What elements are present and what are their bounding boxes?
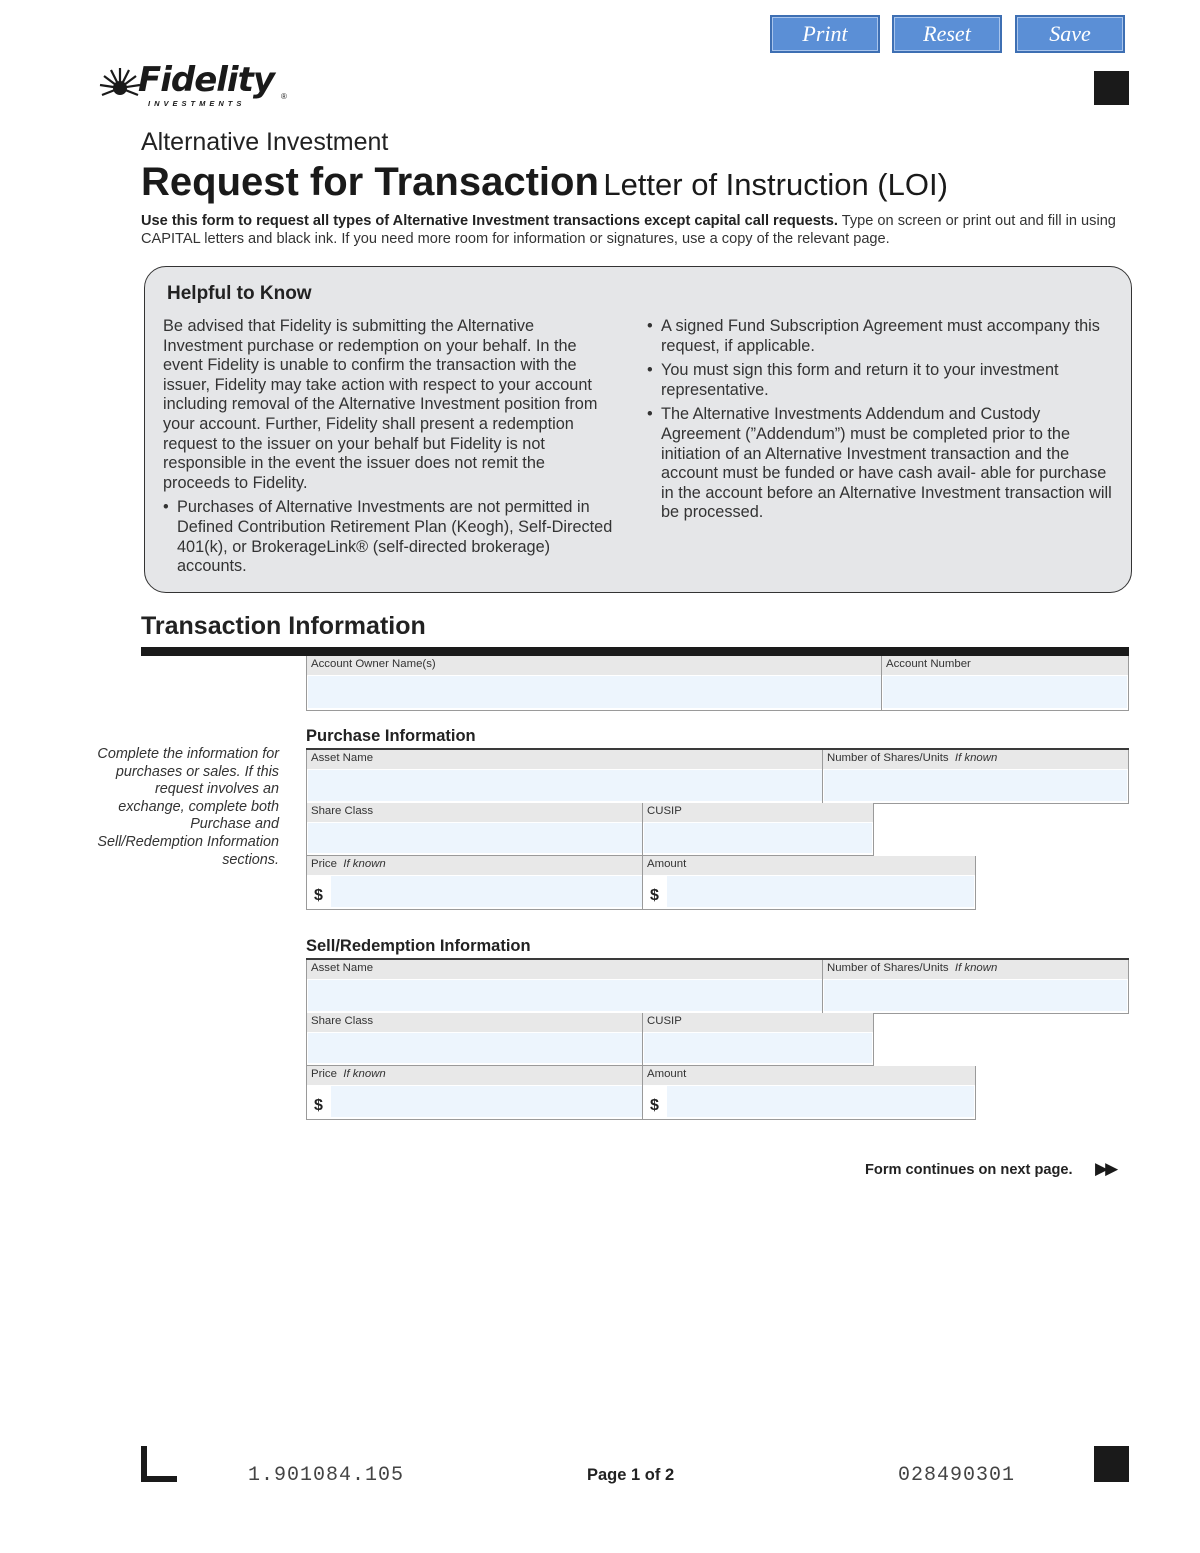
sell-shares-field [822,960,1129,1014]
purchase-shares-label: Number of Shares/Units If known [823,750,1128,769]
sell-asset-name-input[interactable] [308,980,822,1011]
sell-price-input[interactable] [331,1086,642,1117]
helpful-to-know-box [144,266,1132,593]
sell-cusip-input[interactable] [644,1033,872,1063]
helpful-bullet-sign: • You must sign this form and return it to your investment representative. [647,361,1117,400]
purchase-cusip-field [642,803,874,856]
logo-subtitle: INVESTMENTS [148,99,246,108]
sell-shares-input[interactable] [824,980,1127,1011]
purchase-amount-input[interactable] [667,876,974,907]
sell-cusip-field [642,1013,874,1066]
intro-text [141,212,1131,248]
sell-amount-label: Amount [643,1066,975,1085]
helpful-bullet-addendum: • The Alternative Investments Addendum and Custody Agreement (”Addendum”) must be completed prior to the initiation of an Alternative Investment transaction and the account must be funded or have cash avail- able for purchase in the account before an Alternative Investment transaction will be processed. [647,405,1117,523]
account-number-field [881,656,1129,711]
purchase-amount-field [642,856,976,910]
barcode-number: 028490301 [898,1464,1016,1487]
sell-share-class-field [306,1013,643,1066]
registered-mark: ® [281,92,287,101]
logo-wordmark: Fidelity [138,60,275,100]
account-owner-field [306,656,882,711]
save-button[interactable]: Save [1015,15,1125,53]
helpful-left-column [163,317,615,577]
purchase-share-class-field [306,803,643,856]
reset-button[interactable]: Reset [892,15,1002,53]
page-number: Page 1 of 2 [587,1466,675,1484]
purchase-price-currency: $ [314,887,323,904]
purchase-cusip-label: CUSIP [643,803,873,822]
section-divider [141,647,1129,656]
fidelity-logo [98,60,298,108]
purchase-price-input[interactable] [331,876,642,907]
form-supertitle: Alternative Investment [141,128,389,156]
purchase-price-label: Price If known [307,856,643,875]
account-owner-input[interactable] [308,676,881,708]
purchase-shares-field [822,750,1129,804]
helpful-title: Helpful to Know [167,283,312,304]
purchase-share-class-input[interactable] [308,823,642,853]
sell-amount-field [642,1066,976,1120]
purchase-share-class-label: Share Class [307,803,643,822]
purchase-price-field [306,856,643,910]
form-code: 1.901084.105 [248,1464,405,1487]
registration-mark-bottom [1094,1446,1129,1482]
corner-mark [141,1446,177,1482]
helpful-bullet-plans: • Purchases of Alternative Investments are not permitted in Defined Contribution Retirement Plan (Keogh), Self-Directed 401(k), or BrokerageLink® (self-directed brokerage) accounts. [163,498,615,576]
side-note: Complete the information for purchases or sales. If this request involves an exchange, complete both Purchase and Sell/Redemption Information sections. [97,746,279,868]
intro-rest: Type on screen or print out and fill in using CAPITAL letters and black ink. If you need more room for information or signatures, use a copy of the relevant page. [141,213,1116,247]
registration-mark [1094,71,1129,105]
helpful-paragraph: Be advised that Fidelity is submitting the Alternative Investment purchase or redemption on your behalf. In the event Fidelity is unable to confirm the transaction with the issuer, Fidelity may take action with respect to your account including removal of the Alternative Investment position from your account. Further, Fidelity shall present a redemption request to the issuer on your behalf but Fidelity is not responsible in the event the issuer does not remit the proceeds to Fidelity. [163,317,598,492]
purchase-cusip-input[interactable] [644,823,872,853]
page-title [141,160,948,205]
print-button[interactable]: Print [770,15,880,53]
account-number-label: Account Number [882,656,1128,675]
title-main: Request for Transaction [141,160,599,204]
purchase-amount-label: Amount [643,856,975,875]
starburst-logo-icon [98,66,142,106]
sell-amount-input[interactable] [667,1086,974,1117]
next-page-arrows-icon: ▶▶ [1095,1159,1116,1178]
purchase-asset-name-input[interactable] [308,770,822,801]
continues-note: Form continues on next page. [865,1162,1073,1178]
purchase-shares-input[interactable] [824,770,1127,801]
account-number-input[interactable] [883,676,1127,708]
purchase-asset-name-label: Asset Name [307,750,823,769]
helpful-right-column [647,317,1117,523]
helpful-bullet-subscription: • A signed Fund Subscription Agreement must accompany this request, if applicable. [647,317,1117,356]
purchase-title: Purchase Information [306,727,476,745]
sell-amount-currency: $ [650,1097,659,1114]
sell-asset-name-field [306,960,823,1014]
sell-price-field [306,1066,643,1120]
sell-price-label: Price If known [307,1066,643,1085]
sell-cusip-label: CUSIP [643,1013,873,1032]
account-owner-label: Account Owner Name(s) [307,656,882,675]
purchase-asset-name-field [306,750,823,804]
sell-shares-label: Number of Shares/Units If known [823,960,1128,979]
sell-title: Sell/Redemption Information [306,937,531,955]
sell-share-class-label: Share Class [307,1013,643,1032]
purchase-amount-currency: $ [650,887,659,904]
sell-asset-name-label: Asset Name [307,960,823,979]
title-subtitle: Letter of Instruction (LOI) [603,167,948,202]
intro-bold: Use this form to request all types of Alternative Investment transactions except capital call requests. [141,213,838,229]
sell-share-class-input[interactable] [308,1033,642,1063]
section-title-transaction: Transaction Information [141,612,426,640]
sell-price-currency: $ [314,1097,323,1114]
